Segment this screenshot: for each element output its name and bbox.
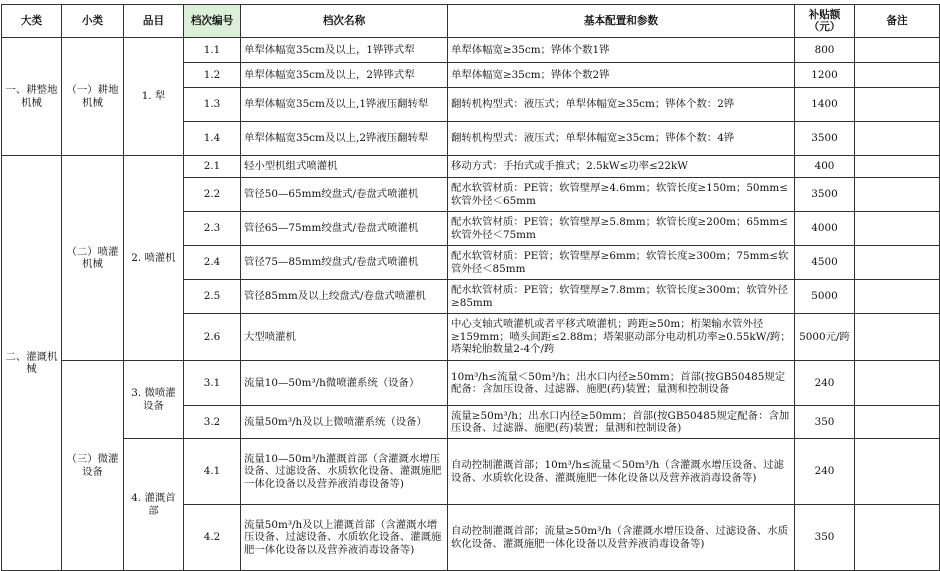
grade-name: 单犁体幅宽35cm及以上，1铧铧式犁: [241, 38, 448, 63]
subsidy-amount: 350: [795, 406, 855, 439]
subsidy-amount: 4000: [795, 212, 855, 246]
grade-name: 单犁体幅宽35cm及以上，2铧铧式犁: [241, 63, 448, 88]
spec-cell: 单犁体幅宽≥35cm；铧体个数2铧: [448, 63, 795, 88]
table-row: [2, 439, 940, 505]
grade-name: 流量10—50m³/h灌溉首部（含灌溉水增压设备、过滤设备、水质软化设备、灌溉施肥一体化设备以及营养液消毒设备等): [241, 439, 448, 505]
spec-cell: 翻转机构型式：液压式；单犁体幅宽≥35cm；铧体个数：2铧: [448, 88, 795, 122]
category-cell: 二、灌溉机械: [2, 156, 62, 571]
grade-code: 2.2: [184, 178, 241, 212]
spec-cell: 配水软管材质：PE管；软管壁厚≥7.8mm；软管长度≥300m；软管外径≥85mm: [448, 280, 795, 314]
grade-code: 2.4: [184, 246, 241, 280]
subsidy-amount: 3500: [795, 178, 855, 212]
subsidy-amount: 5000: [795, 280, 855, 314]
table-row: [2, 361, 940, 406]
grade-code: 1.4: [184, 122, 241, 156]
note-cell: [855, 314, 940, 361]
header-subcategory: 小类: [62, 5, 124, 38]
spec-cell: 自动控制灌溉首部；10m³/h≤流量＜50m³/h（含灌溉水增压设备、过滤设备、水质软化设备、灌溉施肥一体化设备以及营养液消毒设备等): [448, 439, 795, 505]
note-cell: [855, 88, 940, 122]
grade-code: 1.2: [184, 63, 241, 88]
spec-cell: 中心支轴式喷灌机或者平移式喷灌机；跨距≥50m；桁架输水管外径≥159mm；喷头间距≤2.88m；塔架驱动部分电动机功率≥0.55kW/跨；塔架轮胎数量2-4个/跨: [448, 314, 795, 361]
note-cell: [855, 156, 940, 178]
grade-name: 流量10—50m³/h微喷灌系统（设备）: [241, 361, 448, 406]
subsidy-amount: 5000元/跨: [795, 314, 855, 361]
grade-name: 管径50—65mm绞盘式/卷盘式喷灌机: [241, 178, 448, 212]
header-note: 备注: [855, 5, 940, 38]
header-subsidy: 补贴额（元）: [795, 5, 855, 38]
table-row: [2, 156, 940, 178]
grade-code: 1.1: [184, 38, 241, 63]
grade-code: 4.2: [184, 505, 241, 571]
spec-cell: 配水软管材质：PE管；软管壁厚≥5.8mm；软管长度≥200m；65mm≤软管外径＜75mm: [448, 212, 795, 246]
item-cell: 4. 灌溉首部: [124, 439, 184, 571]
grade-name: 单犁体幅宽35cm及以上,2铧液压翻转犁: [241, 122, 448, 156]
spec-cell: 移动方式：手抬式或手推式；2.5kW≤功率≤22kW: [448, 156, 795, 178]
note-cell: [855, 505, 940, 571]
grade-code: 3.2: [184, 406, 241, 439]
item-cell: 3. 微喷灌设备: [124, 361, 184, 439]
item-cell: 2. 喷灌机: [124, 156, 184, 361]
subsidy-amount: 4500: [795, 246, 855, 280]
note-cell: [855, 178, 940, 212]
note-cell: [855, 212, 940, 246]
spec-cell: 配水软管材质：PE管；软管壁厚≥6mm；软管长度≥300m；75mm≤软管外径＜85mm: [448, 246, 795, 280]
subsidy-amount: 400: [795, 156, 855, 178]
grade-code: 1.3: [184, 88, 241, 122]
spec-cell: 10m³/h≤流量＜50m³/h；出水口内径≥50mm；首部(按GB50485规定配备：含加压设备、过滤器、施肥(药)装置；量测和控制设备: [448, 361, 795, 406]
grade-code: 2.5: [184, 280, 241, 314]
table-row: [2, 38, 940, 63]
subcategory-cell: （三）微灌设备: [62, 361, 124, 571]
note-cell: [855, 246, 940, 280]
grade-name: 流量50m³/h及以上灌溉首部（含灌溉水增压设备、过滤设备、水质软化设备、灌溉施肥一体化设备以及营养液消毒设备等): [241, 505, 448, 571]
note-cell: [855, 38, 940, 63]
spec-cell: 流量≥50m³/h；出水口内径≥50mm；首部(按GB50485规定配备：含加压设备、过滤器、施肥(药)装置；量测和控制设备): [448, 406, 795, 439]
grade-name: 管径65—75mm绞盘式/卷盘式喷灌机: [241, 212, 448, 246]
grade-name: 管径85mm及以上绞盘式/卷盘式喷灌机: [241, 280, 448, 314]
note-cell: [855, 63, 940, 88]
spec-cell: 单犁体幅宽≥35cm；铧体个数1铧: [448, 38, 795, 63]
grade-name: 大型喷灌机: [241, 314, 448, 361]
item-cell: 1. 犁: [124, 38, 184, 156]
note-cell: [855, 439, 940, 505]
grade-name: 轻小型机组式喷灌机: [241, 156, 448, 178]
subsidy-amount: 3500: [795, 122, 855, 156]
subcategory-cell: （二）喷灌机械: [62, 156, 124, 361]
subsidy-amount: 800: [795, 38, 855, 63]
spec-cell: 配水软管材质：PE管；软管壁厚≥4.6mm；软管长度≥150m；50mm≤软管外径＜65mm: [448, 178, 795, 212]
grade-name: 单犁体幅宽35cm及以上,1铧液压翻转犁: [241, 88, 448, 122]
subsidy-amount: 350: [795, 505, 855, 571]
header-item: 品目: [124, 5, 184, 38]
header-spec: 基本配置和参数: [448, 5, 795, 38]
grade-code: 2.1: [184, 156, 241, 178]
header-category: 大类: [2, 5, 62, 38]
note-cell: [855, 361, 940, 406]
grade-code: 2.6: [184, 314, 241, 361]
spec-cell: 翻转机构型式：液压式；单犁体幅宽≥35cm；铧体个数：4铧: [448, 122, 795, 156]
category-cell: 一、耕整地机械: [2, 38, 62, 156]
grade-code: 3.1: [184, 361, 241, 406]
grade-name: 管径75—85mm绞盘式/卷盘式喷灌机: [241, 246, 448, 280]
subsidy-table: [1, 4, 940, 571]
subsidy-amount: 1400: [795, 88, 855, 122]
header-row: [2, 5, 940, 38]
header-grade-name: 档次名称: [241, 5, 448, 38]
grade-name: 流量50m³/h及以上微喷灌系统（设备）: [241, 406, 448, 439]
subsidy-amount: 240: [795, 361, 855, 406]
subsidy-amount: 240: [795, 439, 855, 505]
spec-cell: 自动控制灌溉首部；流量≥50m³/h（含灌溉水增压设备、过滤设备、水质软化设备、灌溉施肥一体化设备以及营养液消毒设备等): [448, 505, 795, 571]
subsidy-amount: 1200: [795, 63, 855, 88]
note-cell: [855, 280, 940, 314]
grade-code: 4.1: [184, 439, 241, 505]
subcategory-cell: （一）耕地机械: [62, 38, 124, 156]
header-grade-code: 档次编号: [184, 5, 241, 38]
note-cell: [855, 122, 940, 156]
grade-code: 2.3: [184, 212, 241, 246]
note-cell: [855, 406, 940, 439]
